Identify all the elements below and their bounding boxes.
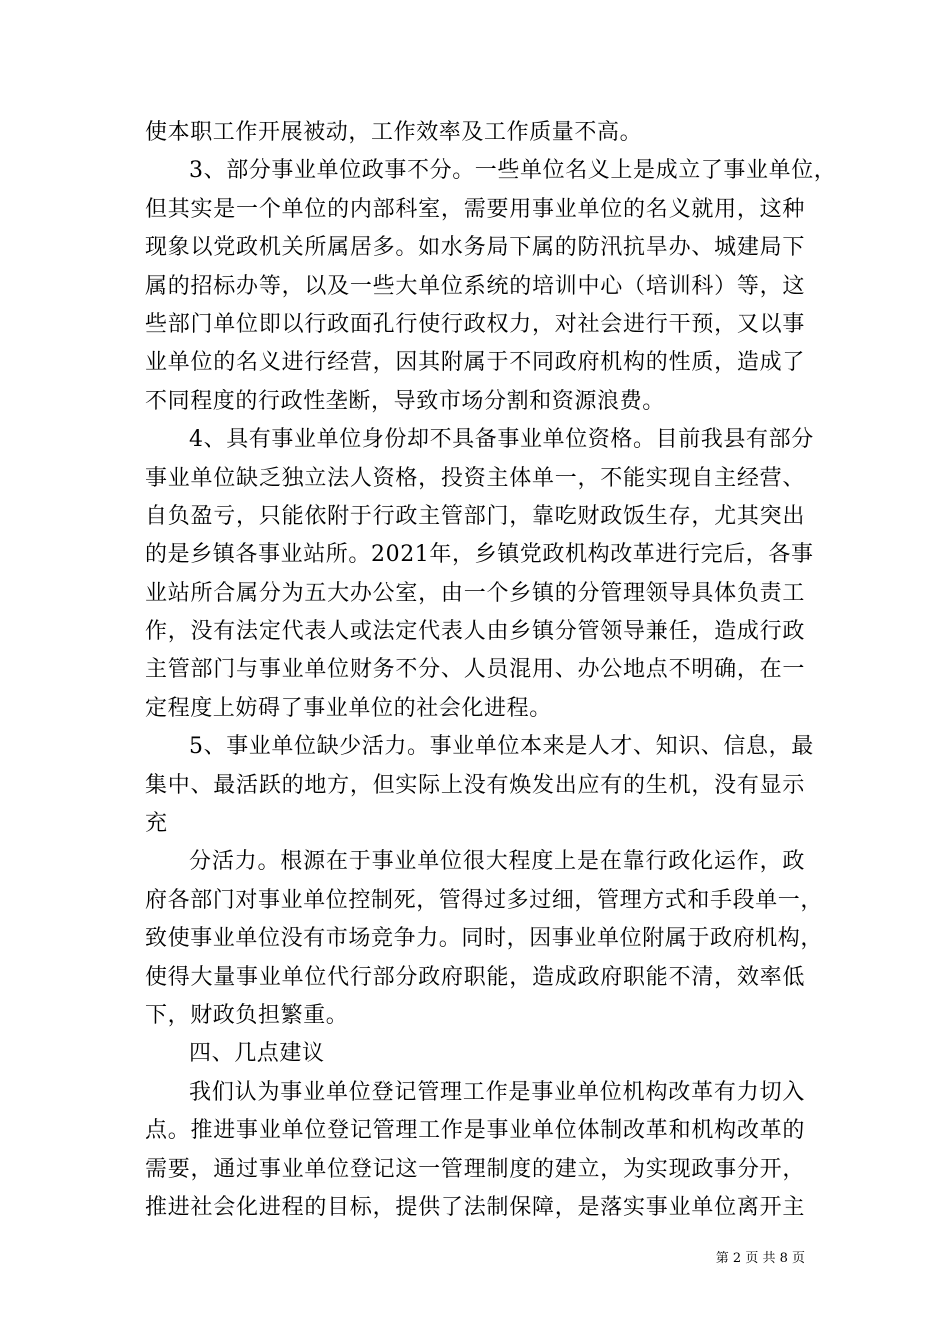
section-heading: 四、几点建议 (189, 1041, 325, 1067)
text-line: 现象以党政机关所属居多。如水务局下属的防汛抗旱办、城建局下 (145, 235, 805, 261)
page-number: 第 2 页 共 8 页 (715, 1251, 805, 1266)
text-line: 定程度上妨碍了事业单位的社会化进程。 (145, 695, 552, 721)
text-line: 集中、最活跃的地方，但实际上没有焕发出应有的生机，没有显示 (145, 772, 805, 798)
text-line: 下，财政负担繁重。 (145, 1002, 349, 1028)
text-line: 4、具有事业单位身份却不具备事业单位资格。目前我县有部分 (189, 427, 814, 453)
text-line: 业站所合属分为五大办公室，由一个乡镇的分管理领导具体负责工 (145, 580, 805, 606)
text-line: 致使事业单位没有市场竞争力。同时，因事业单位附属于政府机构， (145, 926, 824, 952)
document-body (145, 114, 837, 1227)
text-line: 府各部门对事业单位控制死，管得过多过细，管理方式和手段单一， (145, 887, 824, 913)
text-line: 主管部门与事业单位财务不分、人员混用、办公地点不明确，在一 (145, 657, 805, 683)
text-line: 属的招标办等，以及一些大单位系统的培训中心（培训科）等，这 (145, 273, 805, 299)
text-line: 3、部分事业单位政事不分。一些单位名义上是成立了事业单位， (189, 158, 837, 184)
text-line: 些部门单位即以行政面孔行使行政权力，对社会进行干预，又以事 (145, 311, 805, 337)
text-line: 充 (145, 811, 168, 837)
text-line: 5、事业单位缺少活力。事业单位本来是人才、知识、信息，最 (189, 734, 814, 760)
text-line: 点。推进事业单位登记管理工作是事业单位体制改革和机构改革的 (145, 1118, 805, 1144)
text-line: 自负盈亏，只能依附于行政主管部门，靠吃财政饭生存，尤其突出 (145, 503, 805, 529)
text-line: 分活力。根源在于事业单位很大程度上是在靠行政化运作，政 (189, 849, 805, 875)
text-line: 使本职工作开展被动，工作效率及工作质量不高。 (145, 120, 643, 145)
text-line: 需要，通过事业单位登记这一管理制度的建立，为实现政事分开， (145, 1156, 805, 1182)
text-line: 我们认为事业单位登记管理工作是事业单位机构改革有力切入 (189, 1079, 805, 1105)
text-line: 作，没有法定代表人或法定代表人由乡镇分管领导兼任，造成行政 (145, 619, 805, 645)
text-line: 的是乡镇各事业站所。2021年，乡镇党政机构改革进行完后，各事 (145, 542, 814, 568)
text-line: 业单位的名义进行经营，因其附属于不同政府机构的性质，造成了 (145, 350, 805, 376)
text-line: 推进社会化进程的目标，提供了法制保障，是落实事业单位离开主 (145, 1194, 805, 1220)
text-line: 不同程度的行政性垄断，导致市场分割和资源浪费。 (145, 388, 665, 414)
text-line: 事业单位缺乏独立法人资格，投资主体单一，不能实现自主经营、 (145, 465, 805, 491)
text-line: 使得大量事业单位代行部分政府职能，造成政府职能不清，效率低 (145, 964, 805, 990)
text-line: 但其实是一个单位的内部科室，需要用事业单位的名义就用，这种 (145, 196, 805, 222)
